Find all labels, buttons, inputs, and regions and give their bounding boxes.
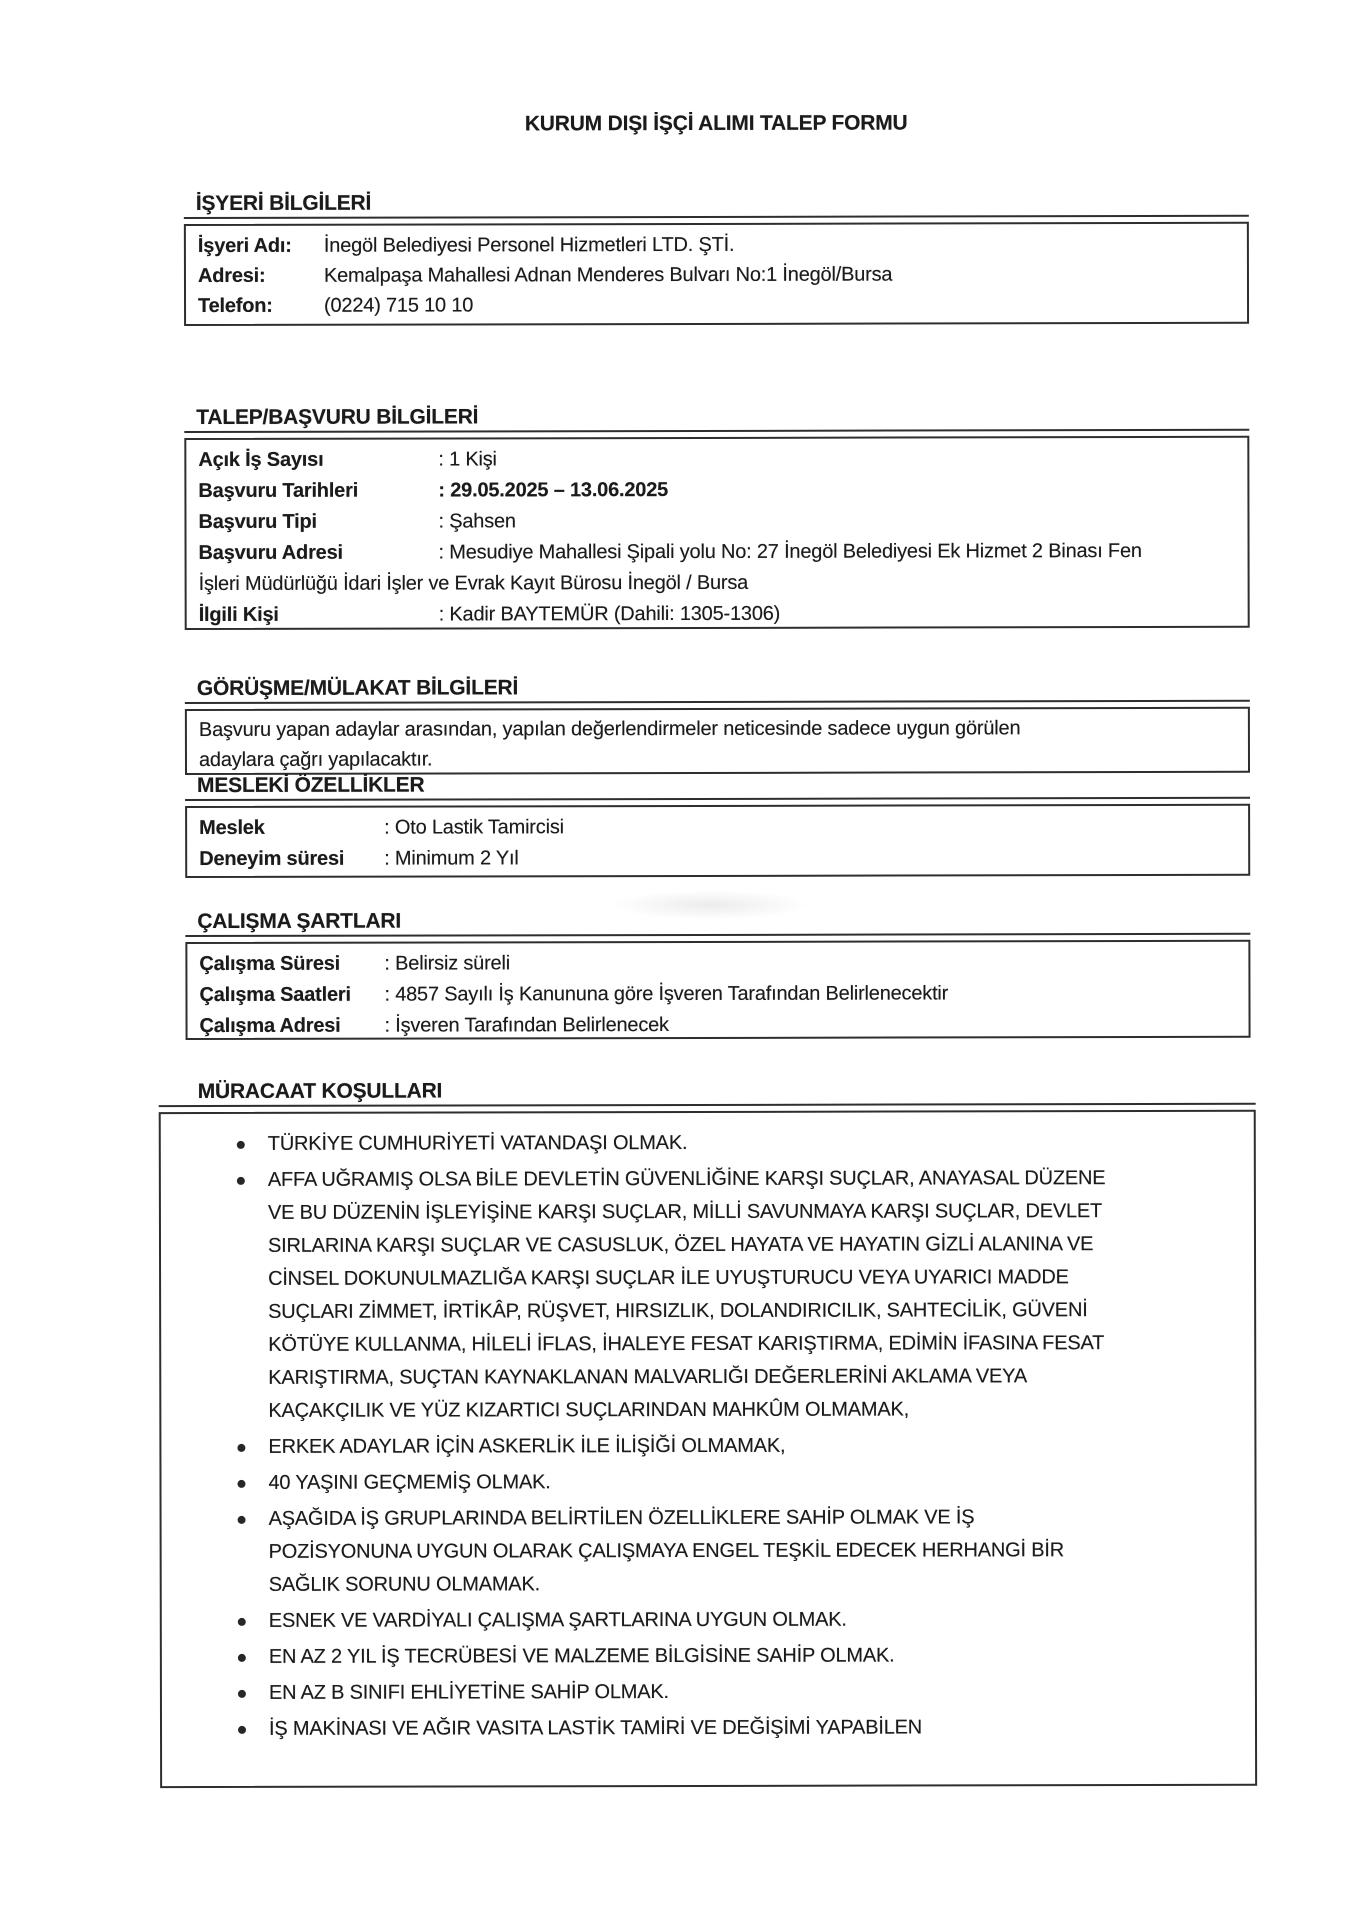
requirement-item: İŞ MAKİNASI VE AĞIR VASITA LASTİK TAMİRİ VE DEĞİŞİMİ YAPABİLEN (269, 1711, 1229, 1746)
section-box (185, 707, 1250, 775)
form-row (198, 443, 1233, 476)
field-label: Açık İş Sayısı (198, 448, 324, 472)
field-value: (0224) 715 10 10 (324, 294, 474, 317)
requirement-item: ESNEK VE VARDİYALI ÇALIŞMA ŞARTLARINA UYGUN OLMAK. (269, 1603, 1229, 1638)
form-row (199, 978, 1234, 1011)
field-value: : İşveren Tarafından Belirlenecek (384, 1014, 669, 1037)
form-row (198, 505, 1233, 538)
section-header: ÇALIŞMA ŞARTLARI (185, 907, 1250, 937)
requirements-list (268, 1126, 1229, 1746)
section-header: GÖRÜŞME/MÜLAKAT BİLGİLERİ (185, 674, 1250, 704)
paragraph-line: Başvuru yapan adaylar arasından, yapılan değerlendirmeler neticesinde sadece uygun görülen (198, 717, 1021, 742)
section-mesleki-ozellikler (185, 771, 1250, 878)
field-value: Kemalpaşa Mahallesi Adnan Menderes Bulvarı No:1 İnegöl/Bursa (323, 263, 893, 287)
paragraph-line: adaylara çağrı yapılacaktır. (198, 748, 433, 772)
section-gorusme-mulakat-bilgileri (185, 674, 1250, 775)
section-header: MESLEKİ ÖZELLİKLER (185, 771, 1250, 801)
field-value: : Şahsen (438, 510, 516, 533)
section-box (184, 436, 1249, 630)
form-row (199, 598, 1234, 631)
field-value: : Kadir BAYTEMÜR (Dahili: 1305-1306) (438, 602, 781, 626)
section-muracaat-kosullari (159, 1077, 1257, 1788)
field-value: : 1 Kişi (438, 448, 497, 471)
field-label: Başvuru Tarihleri (198, 479, 359, 503)
requirement-item: AŞAĞIDA İŞ GRUPLARINDA BELİRTİLEN ÖZELLİKLERE SAHİP OLMAK VE İŞ POZİSYONUNA UYGUN OLARAK ÇALIŞMAYA ENGEL TEŞKİL EDECEK HERHANGİ BİR SAĞLIK SORUNU OLMAMAK. (269, 1501, 1229, 1602)
section-isyeri-bilgileri (184, 189, 1249, 326)
section-talep-basvuru-bilgileri (184, 403, 1249, 630)
requirement-item: EN AZ B SINIFI EHLİYETİNE SAHİP OLMAK. (269, 1675, 1229, 1710)
field-value: İnegöl Belediyesi Personel Hizmetleri LTD. ŞTİ. (323, 233, 735, 257)
field-label: İşyeri Adı: (197, 234, 292, 258)
requirement-item: AFFA UĞRAMIŞ OLSA BİLE DEVLETİN GÜVENLİĞİNE KARŞI SUÇLAR, ANAYASAL DÜZENE VE BU DÜZENİN İŞLEYİŞİNE KARŞI SUÇLAR, MİLLİ SAVUNMAYA KARŞI SUÇLAR, DEVLET SIRLARINA KARŞI SUÇLAR VE CASUSLUK, ÖZEL HAYATA VE HAYATIN GİZLİ ALANINA VE CİNSEL DOKUNULMAZLIĞA KARŞI SUÇLAR İLE UYUŞTURUCU VEYA UYARICI MADDE SUÇLARI ZİMMET, İRTİKÂP, RÜŞVET, HIRSIZLIK, DOLANDIRICILIK, SAHTECİLİK, GÜVENİ KÖTÜYE KULLANMA, HİLELİ İFLAS, İHALEYE FESAT KARIŞTIRMA, EDİMİN İFASINA FESAT KARIŞTIRMA, SUÇTAN KAYNAKLANAN MALVARLIĞI DEĞERLERİNİ AKLAMA VEYA KAÇAKÇILIK VE YÜZ KIZARTICI SUÇLARINDAN MAHKÛM OLMAMAK, (268, 1162, 1229, 1428)
requirement-item: EN AZ 2 YIL İŞ TECRÜBESİ VE MALZEME BİLGİSİNE SAHİP OLMAK. (269, 1639, 1229, 1674)
field-label: Başvuru Tipi (198, 510, 317, 534)
requirement-item: ERKEK ADAYLAR İÇİN ASKERLİK İLE İLİŞİĞİ OLMAMAK, (268, 1429, 1228, 1464)
field-value: : Minimum 2 Yıl (384, 847, 519, 870)
document-title: KURUM DIŞI İŞÇİ ALIMI TALEP FORMU (524, 111, 908, 136)
field-label: Çalışma Süresi (199, 952, 341, 976)
form-row (198, 474, 1233, 507)
section-header: TALEP/BAŞVURU BİLGİLERİ (184, 403, 1249, 433)
requirement-item: TÜRKİYE CUMHURİYETİ VATANDAŞI OLMAK. (268, 1126, 1228, 1161)
field-label: Deneyim süresi (199, 847, 345, 871)
form-row (199, 947, 1234, 980)
field-label: Meslek (199, 816, 265, 840)
section-calisma-sartlari (185, 907, 1250, 1040)
form-row (198, 229, 1233, 261)
field-value: : 4857 Sayılı İş Kanununa göre İşveren Tarafından Belirlenecektir (384, 982, 949, 1006)
field-label: İlgili Kişi (198, 603, 279, 627)
field-label: Telefon: (198, 294, 273, 318)
form-row (200, 1009, 1235, 1042)
form-row (199, 811, 1234, 844)
form-row (199, 842, 1234, 875)
section-box (159, 1110, 1257, 1788)
field-value: : Belirsiz süreli (384, 952, 510, 975)
field-value: : Oto Lastik Tamircisi (384, 816, 564, 839)
field-label: Başvuru Adresi (198, 541, 343, 565)
field-label: Çalışma Adresi (199, 1014, 341, 1038)
section-header: İŞYERİ BİLGİLERİ (184, 189, 1249, 219)
section-box (185, 804, 1250, 878)
section-header: MÜRACAAT KOŞULLARI (159, 1077, 1256, 1107)
field-label: Adresi: (197, 264, 266, 288)
requirement-item: 40 YAŞINI GEÇMEMİŞ OLMAK. (268, 1465, 1228, 1500)
section-box (185, 940, 1250, 1040)
form-row (198, 289, 1233, 321)
form-row (198, 259, 1233, 291)
field-label: Çalışma Saatleri (199, 983, 351, 1007)
field-value: : 29.05.2025 – 13.06.2025 (438, 479, 669, 502)
form-row (199, 536, 1234, 600)
field-value: : Mesudiye Mahallesi Şipali yolu No: 27 İnegöl Belediyesi Ek Hizmet 2 Binası Fen İşleri Müdürlüğü İdari İşler ve Evrak Kayıt Bürosu İnegöl / Bursa (198, 540, 1142, 596)
section-box (184, 222, 1249, 326)
